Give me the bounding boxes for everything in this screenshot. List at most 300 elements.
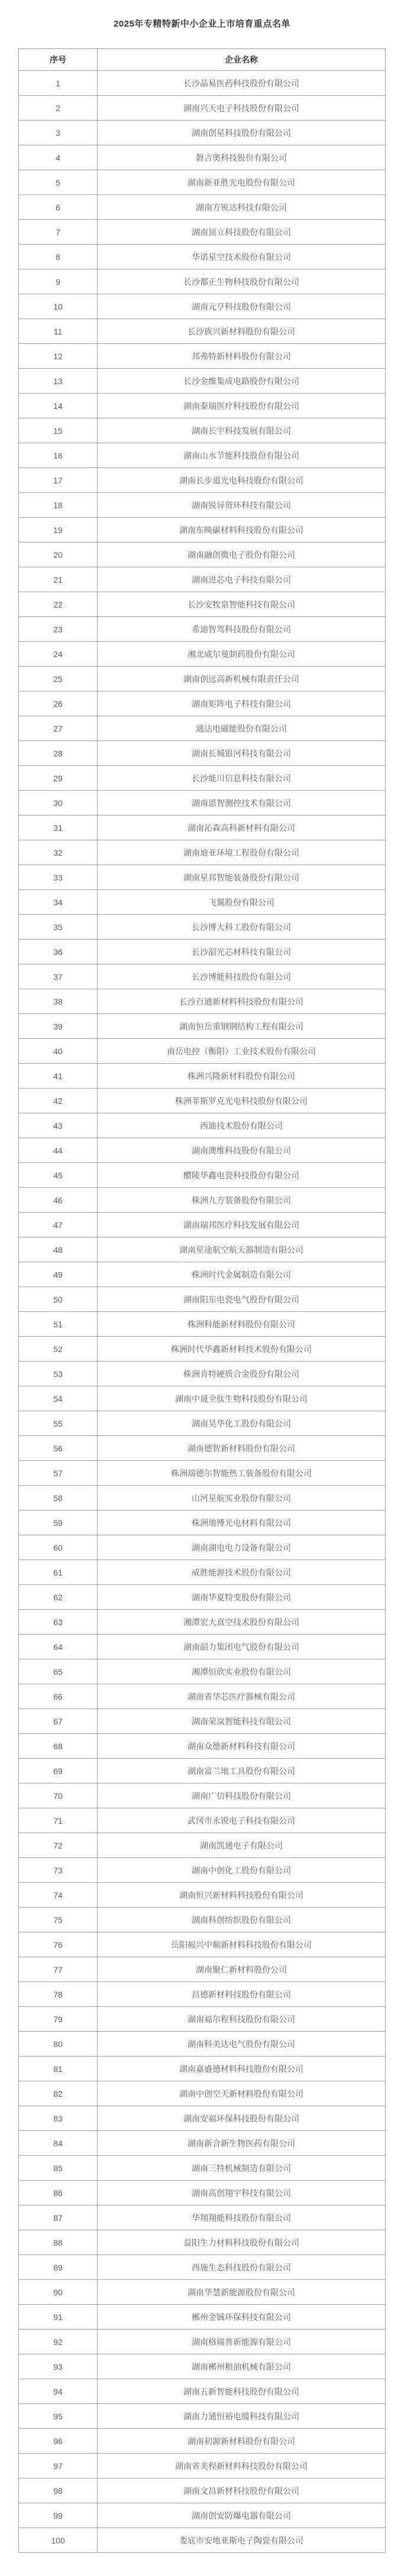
row-index-cell: 42 [19, 1089, 98, 1113]
company-name-cell: 长沙能川信息科技有限公司 [98, 766, 386, 791]
table-row [19, 1014, 386, 1039]
table-row [19, 865, 386, 890]
table-row [19, 617, 386, 642]
row-index-cell: 86 [19, 2181, 98, 2205]
company-name-cell: 株洲九方装备股份有限公司 [98, 1188, 386, 1213]
company-name-cell: 昌德新材科技股份有限公司 [98, 1982, 386, 2007]
company-name-cell: 株洲地博光电材料有限公司 [98, 1510, 386, 1535]
company-name-cell: 长沙博大科工股份有限公司 [98, 915, 386, 940]
company-name-cell: 湖南广信科技股份有限公司 [98, 1784, 386, 1808]
row-index-cell: 31 [19, 816, 98, 840]
row-index-cell: 92 [19, 2330, 98, 2354]
table-row [19, 1833, 386, 1858]
table-row [19, 1610, 386, 1635]
table-row [19, 964, 386, 989]
company-name-cell: 湖南融创微电子股份有限公司 [98, 543, 386, 567]
company-name-cell: 湖南锐异资环科技有限公司 [98, 493, 386, 518]
table-row [19, 518, 386, 543]
company-name-cell: 湖南中创化工股份有限公司 [98, 1858, 386, 1883]
table-row [19, 840, 386, 865]
table-row [19, 195, 386, 220]
company-name-cell: 长沙金维集成电路股份有限公司 [98, 369, 386, 394]
table-row [19, 2156, 386, 2181]
company-name-cell: 湖南新合新生物医药有限公司 [98, 2131, 386, 2156]
table-row [19, 1312, 386, 1337]
row-index-cell: 37 [19, 964, 98, 989]
company-name-cell: 湖南嘉盛德材料科技股份有限公司 [98, 2057, 386, 2081]
row-index-cell: 43 [19, 1113, 98, 1138]
row-index-cell: 36 [19, 940, 98, 964]
table-row [19, 145, 386, 170]
row-index-cell: 15 [19, 418, 98, 443]
table-row [19, 2007, 386, 2032]
row-index-cell: 27 [19, 716, 98, 741]
row-index-cell: 85 [19, 2156, 98, 2181]
table-row [19, 394, 386, 418]
company-name-cell: 湖南恒兴新材料科技股份有限公司 [98, 1883, 386, 1908]
row-index-cell: 74 [19, 1883, 98, 1908]
row-index-cell: 29 [19, 766, 98, 791]
company-name-cell: 湖南阳东电瓷电气股份有限公司 [98, 1287, 386, 1312]
row-index-cell: 24 [19, 642, 98, 667]
row-index-cell: 28 [19, 741, 98, 766]
row-index-cell: 5 [19, 170, 98, 195]
row-index-cell: 80 [19, 2032, 98, 2057]
row-index-cell: 88 [19, 2230, 98, 2255]
company-name-cell: 磐吉奥科技股份有限公司 [98, 145, 386, 170]
row-index-cell: 69 [19, 1759, 98, 1784]
company-name-cell: 湖南初源新材料股份有限公司 [98, 2429, 386, 2454]
row-index-cell: 93 [19, 2354, 98, 2379]
company-name-cell: 湖南力通恒裕电缆科技有限公司 [98, 2404, 386, 2429]
table-row [19, 1039, 386, 1064]
table-row [19, 766, 386, 791]
row-index-cell: 49 [19, 1262, 98, 1287]
table-row [19, 493, 386, 518]
row-index-cell: 57 [19, 1461, 98, 1486]
company-name-cell: 湖南科美达电气股份有限公司 [98, 2032, 386, 2057]
table-header [19, 49, 386, 71]
table-row [19, 642, 386, 667]
company-name-cell: 益阳生力材料科技股份有限公司 [98, 2230, 386, 2255]
table-row [19, 816, 386, 840]
company-name-cell: 湖南泰瑞医疗科技股份有限公司 [98, 394, 386, 418]
table-row [19, 592, 386, 617]
row-index-cell: 21 [19, 567, 98, 592]
row-index-cell: 67 [19, 1709, 98, 1734]
company-name-cell: 湖南恩智测控技术有限公司 [98, 791, 386, 816]
row-index-cell: 9 [19, 269, 98, 294]
row-index-cell: 32 [19, 840, 98, 865]
company-name-cell: 郴州金铖环保科技有限公司 [98, 2305, 386, 2330]
table-row [19, 2205, 386, 2230]
row-index-cell: 16 [19, 443, 98, 468]
table-row [19, 1362, 386, 1386]
company-name-cell: 西施生态科技股份有限公司 [98, 2255, 386, 2280]
company-name-cell: 湖南众德新材料科技有限公司 [98, 1734, 386, 1759]
table-row [19, 2528, 386, 2553]
row-index-cell: 55 [19, 1411, 98, 1436]
company-name-cell: 湖南兴天电子科技股份有限公司 [98, 96, 386, 121]
company-name-cell: 飞翼股份有限公司 [98, 890, 386, 915]
company-name-cell: 长沙博能科技股份有限公司 [98, 964, 386, 989]
row-index-cell: 66 [19, 1684, 98, 1709]
table-row [19, 2478, 386, 2503]
company-name-cell: 长沙安牧泉智能科技有限公司 [98, 592, 386, 617]
table-row [19, 96, 386, 121]
table-row [19, 2181, 386, 2205]
table-row [19, 1510, 386, 1535]
table-row [19, 1138, 386, 1163]
table-row [19, 741, 386, 766]
row-index-cell: 78 [19, 1982, 98, 2007]
page-title: 2025年专精特新中小企业上市培育重点名单 [114, 19, 290, 29]
table-row [19, 170, 386, 195]
company-name-cell: 希迪智驾科技股份有限公司 [98, 617, 386, 642]
company-name-cell: 湖南韶力集团电气股份有限公司 [98, 1635, 386, 1659]
company-name-cell: 湖南恒岳重钢钢结构工程有限公司 [98, 1014, 386, 1039]
company-name-cell: 湖南元亨科技股份有限公司 [98, 294, 386, 319]
row-index-cell: 81 [19, 2057, 98, 2081]
company-name-cell: 华诺星空技术股份有限公司 [98, 245, 386, 269]
company-name-cell: 湖南创星科技股份有限公司 [98, 121, 386, 145]
table-row [19, 1213, 386, 1237]
row-index-cell: 4 [19, 145, 98, 170]
row-index-cell: 52 [19, 1337, 98, 1362]
table-row [19, 1188, 386, 1213]
table-row [19, 2032, 386, 2057]
row-index-cell: 65 [19, 1659, 98, 1684]
company-name-cell: 湖南中晟全肽生物科技股份有限公司 [98, 1386, 386, 1411]
row-index-cell: 14 [19, 394, 98, 418]
table-row [19, 1734, 386, 1759]
row-index-cell: 77 [19, 1957, 98, 1982]
row-index-cell: 34 [19, 890, 98, 915]
company-name-cell: 山河星航实业股份有限公司 [98, 1486, 386, 1510]
row-index-cell: 75 [19, 1908, 98, 1932]
table-row [19, 319, 386, 344]
table-row [19, 269, 386, 294]
table-row [19, 245, 386, 269]
table-row [19, 220, 386, 245]
company-name-cell: 通达电磁能股份有限公司 [98, 716, 386, 741]
row-index-cell: 3 [19, 121, 98, 145]
company-name-cell: 湖南瑞邦医疗科技发展有限公司 [98, 1213, 386, 1237]
row-index-cell: 50 [19, 1287, 98, 1312]
table-row [19, 1287, 386, 1312]
table-row [19, 2305, 386, 2330]
company-name-cell: 湖南湖电电力设备有限公司 [98, 1535, 386, 1560]
row-index-cell: 6 [19, 195, 98, 220]
company-name-cell: 长沙晶易医药科技股份有限公司 [98, 71, 386, 96]
row-index-cell: 58 [19, 1486, 98, 1510]
table-row [19, 1386, 386, 1411]
company-name-cell: 湖南安福环保科技股份有限公司 [98, 2106, 386, 2131]
table-row [19, 2057, 386, 2081]
table-row [19, 543, 386, 567]
table-row [19, 1089, 386, 1113]
company-name-cell: 湖南华夏特变股份有限公司 [98, 1585, 386, 1610]
company-name-cell: 湘潭恒欣实业股份有限公司 [98, 1659, 386, 1684]
table-row [19, 2454, 386, 2478]
table-row [19, 667, 386, 691]
row-index-cell: 41 [19, 1064, 98, 1089]
table-row [19, 344, 386, 369]
table-row [19, 791, 386, 816]
table-row [19, 890, 386, 915]
row-index-cell: 82 [19, 2081, 98, 2106]
table-row [19, 121, 386, 145]
company-name-cell: 湖南格瑞普新能源有限公司 [98, 2330, 386, 2354]
company-name-cell: 株洲菲斯罗克光电科技股份有限公司 [98, 1089, 386, 1113]
column-header-company-name: 企业名称 [98, 49, 386, 71]
row-index-cell: 1 [19, 71, 98, 96]
row-index-cell: 20 [19, 543, 98, 567]
table-row [19, 2330, 386, 2354]
company-name-cell: 湖南新亚胜光电股份有限公司 [98, 170, 386, 195]
company-name-cell: 湖南三特机械制造有限公司 [98, 2156, 386, 2181]
table-row [19, 691, 386, 716]
row-index-cell: 64 [19, 1635, 98, 1659]
table-row [19, 1635, 386, 1659]
company-name-cell: 醴陵华鑫电瓷科技股份有限公司 [98, 1163, 386, 1188]
table-row [19, 1535, 386, 1560]
table-row [19, 1560, 386, 1585]
table-row [19, 940, 386, 964]
row-index-cell: 33 [19, 865, 98, 890]
row-index-cell: 56 [19, 1436, 98, 1461]
row-index-cell: 84 [19, 2131, 98, 2156]
table-row [19, 2503, 386, 2528]
table-row [19, 1486, 386, 1510]
company-name-cell: 湖南省美程新材料科技股份有限公司 [98, 2454, 386, 2478]
row-index-cell: 23 [19, 617, 98, 642]
company-name-cell: 华翔翔能科技股份有限公司 [98, 2205, 386, 2230]
company-name-cell: 湖南沁森高科新材料有限公司 [98, 816, 386, 840]
row-index-cell: 45 [19, 1163, 98, 1188]
row-index-cell: 61 [19, 1560, 98, 1585]
table-row [19, 2379, 386, 2404]
table-row [19, 71, 386, 96]
company-name-cell: 株洲兴隆新材料股份有限公司 [98, 1064, 386, 1089]
row-index-cell: 19 [19, 518, 98, 543]
row-index-cell: 51 [19, 1312, 98, 1337]
table-row [19, 2280, 386, 2305]
company-name-cell: 湖南高创翔宇科技有限公司 [98, 2181, 386, 2205]
table-row [19, 1337, 386, 1362]
table-row [19, 2429, 386, 2454]
table-row [19, 1759, 386, 1784]
row-index-cell: 100 [19, 2528, 98, 2553]
table-row [19, 1908, 386, 1932]
company-name-cell: 株洲肯特硬质合金股份有限公司 [98, 1362, 386, 1386]
company-name-cell: 邦弗特新材料股份有限公司 [98, 344, 386, 369]
table-row [19, 1932, 386, 1957]
company-name-cell: 湘北威尔曼制药股份有限公司 [98, 642, 386, 667]
company-name-cell: 长沙百通新材料科技股份有限公司 [98, 989, 386, 1014]
company-name-cell: 湖南方锐达科技有限公司 [98, 195, 386, 220]
company-name-cell: 威胜能源技术股份有限公司 [98, 1560, 386, 1585]
table-row [19, 1411, 386, 1436]
company-name-cell: 湖南聚仁新材料股份公司 [98, 1957, 386, 1982]
company-name-cell: 湖南顶立科技股份有限公司 [98, 220, 386, 245]
row-index-cell: 22 [19, 592, 98, 617]
row-index-cell: 47 [19, 1213, 98, 1237]
company-name-cell: 湖南星邦智能装备股份有限公司 [98, 865, 386, 890]
row-index-cell: 12 [19, 344, 98, 369]
table-row [19, 369, 386, 394]
company-name-cell: 湖南德智新材料股份有限公司 [98, 1436, 386, 1461]
table-row [19, 2255, 386, 2280]
company-name-cell: 湖南华慧新能源股份有限公司 [98, 2280, 386, 2305]
row-index-cell: 76 [19, 1932, 98, 1957]
row-index-cell: 54 [19, 1386, 98, 1411]
row-index-cell: 18 [19, 493, 98, 518]
table-row [19, 1684, 386, 1709]
company-name-cell: 湖南富兰地工具股份有限公司 [98, 1759, 386, 1784]
table-row [19, 294, 386, 319]
company-name-cell: 湖南澳维科技股份有限公司 [98, 1138, 386, 1163]
table-row [19, 468, 386, 493]
row-index-cell: 40 [19, 1039, 98, 1064]
company-name-cell: 株洲科能新材料股份有限公司 [98, 1312, 386, 1337]
row-index-cell: 25 [19, 667, 98, 691]
row-index-cell: 7 [19, 220, 98, 245]
table-row [19, 2404, 386, 2429]
company-name-cell: 湖南省华芯医疗器械有限公司 [98, 1684, 386, 1709]
row-index-cell: 53 [19, 1362, 98, 1386]
company-name-cell: 长沙族兴新材料股份有限公司 [98, 319, 386, 344]
company-name-cell: 湖南五新智能科技股份有限公司 [98, 2379, 386, 2404]
column-header-index: 序号 [19, 49, 98, 71]
row-index-cell: 95 [19, 2404, 98, 2429]
table-row [19, 1113, 386, 1138]
company-name-cell: 湖南创安防爆电器有限公司 [98, 2503, 386, 2528]
company-name-cell: 湖南长步道光电科技股份有限公司 [98, 468, 386, 493]
row-index-cell: 73 [19, 1858, 98, 1883]
company-name-cell: 南岳电控（衡阳）工业技术股份有限公司 [98, 1039, 386, 1064]
row-index-cell: 90 [19, 2280, 98, 2305]
table-row [19, 418, 386, 443]
row-index-cell: 35 [19, 915, 98, 940]
company-name-cell: 长沙都正生物科技股份有限公司 [98, 269, 386, 294]
company-name-cell: 湖南科创纺织股份有限公司 [98, 1908, 386, 1932]
company-name-cell: 岳阳振兴中顺新材料科技股份有限公司 [98, 1932, 386, 1957]
company-name-cell: 湘潭宏大真空技术股份有限公司 [98, 1610, 386, 1635]
row-index-cell: 72 [19, 1833, 98, 1858]
company-name-cell: 湖南凯通电子有限公司 [98, 1833, 386, 1858]
row-index-cell: 2 [19, 96, 98, 121]
table-row [19, 2081, 386, 2106]
company-name-cell: 湖南荣岚智能科技有限公司 [98, 1709, 386, 1734]
row-index-cell: 30 [19, 791, 98, 816]
row-index-cell: 94 [19, 2379, 98, 2404]
company-name-cell: 株洲时代华鑫新材料技术股份有限公司 [98, 1337, 386, 1362]
table-row [19, 443, 386, 468]
company-name-cell: 湖南长城银河科技有限公司 [98, 741, 386, 766]
row-index-cell: 13 [19, 369, 98, 394]
row-index-cell: 91 [19, 2305, 98, 2330]
company-name-cell: 湖南长宇科技发展有限公司 [98, 418, 386, 443]
company-name-cell: 长沙韶光芯材科技有限公司 [98, 940, 386, 964]
table-row [19, 1858, 386, 1883]
company-name-cell: 株洲瑞德尔智能热工装备股份有限公司 [98, 1461, 386, 1486]
row-index-cell: 83 [19, 2106, 98, 2131]
company-name-cell: 湖南创远高新机械有限责任公司 [98, 667, 386, 691]
table-row [19, 1659, 386, 1684]
table-body [19, 71, 386, 2553]
table-row [19, 2106, 386, 2131]
table-row [19, 915, 386, 940]
row-index-cell: 98 [19, 2478, 98, 2503]
row-index-cell: 60 [19, 1535, 98, 1560]
table-row [19, 1957, 386, 1982]
row-index-cell: 46 [19, 1188, 98, 1213]
table-row [19, 989, 386, 1014]
row-index-cell: 89 [19, 2255, 98, 2280]
row-index-cell: 71 [19, 1808, 98, 1833]
row-index-cell: 70 [19, 1784, 98, 1808]
company-name-cell: 湖南东映碳材料科技股份有限公司 [98, 518, 386, 543]
table-row [19, 1163, 386, 1188]
company-name-cell: 湖南福尔程科技股份有限公司 [98, 2007, 386, 2032]
company-name-cell: 湖南中创空天新材料股份有限公司 [98, 2081, 386, 2106]
company-name-cell: 湖南郴州粮油机械有限公司 [98, 2354, 386, 2379]
row-index-cell: 26 [19, 691, 98, 716]
table-row [19, 1784, 386, 1808]
company-name-cell: 湖南山水节能科技股份有限公司 [98, 443, 386, 468]
company-list-table [18, 48, 386, 2553]
table-row [19, 1585, 386, 1610]
row-index-cell: 10 [19, 294, 98, 319]
row-index-cell: 62 [19, 1585, 98, 1610]
table-row [19, 1262, 386, 1287]
row-index-cell: 38 [19, 989, 98, 1014]
company-name-cell: 株洲时代金属制造有限公司 [98, 1262, 386, 1287]
company-name-cell: 湖南迪亚环境工程股份有限公司 [98, 840, 386, 865]
table-row [19, 2354, 386, 2379]
table-row [19, 1808, 386, 1833]
company-name-cell: 湖南昊华化工股份有限公司 [98, 1411, 386, 1436]
table-row [19, 1461, 386, 1486]
row-index-cell: 11 [19, 319, 98, 344]
table-row [19, 716, 386, 741]
row-index-cell: 87 [19, 2205, 98, 2230]
company-name-cell: 武冈市永锐电子科技有限公司 [98, 1808, 386, 1833]
row-index-cell: 44 [19, 1138, 98, 1163]
company-name-cell: 娄底市安地亚斯电子陶瓷有限公司 [98, 2528, 386, 2553]
row-index-cell: 68 [19, 1734, 98, 1759]
row-index-cell: 99 [19, 2503, 98, 2528]
table-row [19, 2230, 386, 2255]
company-name-cell: 西迪技术股份有限公司 [98, 1113, 386, 1138]
row-index-cell: 63 [19, 1610, 98, 1635]
company-name-cell: 湖南星途航空航天器制造有限公司 [98, 1237, 386, 1262]
table-row [19, 1436, 386, 1461]
company-name-cell: 湖南矩阵电子科技有限公司 [98, 691, 386, 716]
company-name-cell: 湖南文昌新材科技股份有限公司 [98, 2478, 386, 2503]
table-row [19, 1237, 386, 1262]
table-row [19, 1883, 386, 1908]
row-index-cell: 97 [19, 2454, 98, 2478]
row-index-cell: 8 [19, 245, 98, 269]
row-index-cell: 96 [19, 2429, 98, 2454]
row-index-cell: 17 [19, 468, 98, 493]
row-index-cell: 79 [19, 2007, 98, 2032]
table-row [19, 1982, 386, 2007]
row-index-cell: 48 [19, 1237, 98, 1262]
table-row [19, 1709, 386, 1734]
